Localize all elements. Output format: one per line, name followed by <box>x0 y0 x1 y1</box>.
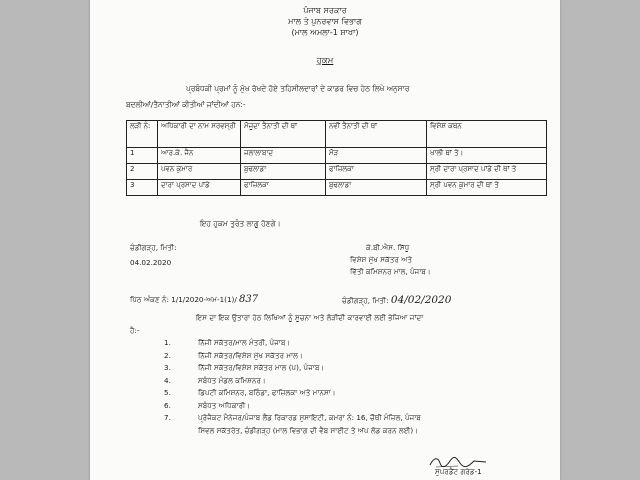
cell-officer-name: ਆਰ.ਕੇ. ਜੈਨ <box>158 148 241 164</box>
endorsement-ref-text: ਪਿੱਠ ਅੰਕਣ ਨੰ: 1/1/2020-ਅਮ-1(1)/ <box>130 295 240 304</box>
list-item-text: ਸਬੰਧਤ ਅਧਿਕਾਰੀ। <box>198 400 251 410</box>
table-header-row <box>127 121 547 148</box>
order-date: 04.02.2020 <box>130 258 172 267</box>
list-item-text: ਨਿੱਜੀ ਸਕੱਤਰ/ਵਿਸ਼ੇਸ਼ ਸਕੱਤਰ ਮਾਲ (ਪ), ਪੰਜਾਬ। <box>198 363 325 372</box>
list-item-number: 3. <box>164 363 171 372</box>
endorsement-date-label: ਚੰਡੀਗੜ੍ਹ, ਮਿਤੀ: <box>342 296 389 305</box>
cell-officer-name: ਪਵਨ ਕੁਮਾਰ <box>158 164 241 180</box>
list-item-number: 4. <box>164 375 171 385</box>
cell-serial: 2 <box>127 164 158 180</box>
list-item <box>164 412 421 425</box>
endorsement-ref-number: 837 <box>239 294 259 305</box>
signatory-designation-1: ਵਿਸ਼ੇਸ਼ ਮੁੱਖ ਸਕੱਤਰ ਅਤੇ <box>350 255 413 264</box>
list-item <box>164 387 421 400</box>
list-item <box>164 350 421 363</box>
cell-serial: 1 <box>127 148 158 164</box>
list-item <box>164 425 421 438</box>
list-item-number: 6. <box>164 400 171 410</box>
header-new-posting: ਨਵੀਂ ਤੈਨਾਤੀ ਦੀ ਥਾਂ <box>326 121 427 148</box>
intro-line-2: ਬਦਲੀਆਂ/ਤੈਨਾਤੀਆਂ ਕੀਤੀਆਂ ਜਾਂਦੀਆਂ ਹਨ:- <box>126 100 246 109</box>
table-row <box>127 148 547 164</box>
list-item-number: 1. <box>164 338 171 347</box>
document-page <box>90 0 560 480</box>
govt-heading: ਪੰਜਾਬ ਸਰਕਾਰ <box>303 6 347 15</box>
cell-current-posting: ਜਲਾਲਾਬਾਦ <box>241 148 326 164</box>
transfer-table <box>126 120 547 196</box>
cell-new-posting: ਫਾਜ਼ਿਲਕਾ <box>326 164 427 180</box>
branch-heading: (ਮਾਲ ਅਮਲਾ-1 ਸ਼ਾਖਾ) <box>291 28 359 37</box>
cell-remarks: ਸ੍ਰੀ ਪਵਨ ਕੁਮਾਰ ਦੀ ਥਾਂ ਤੇ <box>427 180 547 196</box>
cell-new-posting: ਮੌੜ <box>326 148 427 164</box>
cell-current-posting: ਫਾਜ਼ਿਲਕਾ <box>241 180 326 196</box>
cell-remarks: ਸ੍ਰੀ ਦਾਰਾ ਪ੍ਰਸਾਦ ਪਾਂਡੇ ਦੀ ਥਾਂ ਤੇ <box>427 164 547 180</box>
list-item-number: 2. <box>164 350 171 360</box>
list-item-text: ਡਿਪਟੀ ਕਮਿਸ਼ਨਰ, ਬਠਿੰਡਾ, ਫਾਜ਼ਿਲਕਾ ਅਤੇ ਮਾਨਸਾ। <box>198 388 336 397</box>
endorsement-ref <box>130 294 258 305</box>
cell-new-posting: ਬੁਢਲਾਡਾ <box>326 180 427 196</box>
signatory-footer-designation: ਸੁਪਰਡੈਂਟ ਗਰੇਡ-1 <box>435 467 482 476</box>
list-item <box>164 362 421 375</box>
list-item <box>164 337 421 350</box>
list-item-number: 7. <box>164 413 171 422</box>
header-remarks: ਵਿਸ਼ੇਸ਼ ਕਥਨ <box>427 121 547 148</box>
copy-to-list <box>164 337 421 437</box>
list-item <box>164 375 421 388</box>
list-item-text: ਨਿੱਜੀ ਸਕੱਤਰ/ਵਿਸ਼ੇਸ਼ ਮੁੱਖ ਸਕੱਤਰ ਮਾਲ। <box>198 350 303 360</box>
cell-remarks: ਖਾਲੀ ਥਾਂ ਤੇ। <box>427 148 547 164</box>
list-item <box>164 400 421 413</box>
list-item-text: ਨਿੱਜੀ ਸਕੱਤਰ/ਮਾਲ ਮੰਤਰੀ, ਪੰਜਾਬ। <box>198 338 291 347</box>
endorsement-date <box>342 294 451 306</box>
department-heading: ਮਾਲ ਤੇ ਪੁਨਰਵਾਸ ਵਿਭਾਗ <box>288 17 362 26</box>
endorsement-text-2: ਹੈ:- <box>130 326 140 335</box>
cell-current-posting: ਬੁਢਲਾਡਾ <box>241 164 326 180</box>
cell-officer-name: ਦਾਰਾ ਪ੍ਰਸਾਦ ਪਾਂਡੇ <box>158 180 241 196</box>
header-current-posting: ਮੌਜੂਦਾ ਤੈਨਾਤੀ ਦੀ ਥਾਂ <box>241 121 326 148</box>
intro-line-1: ਪ੍ਰਬੰਧਕੀ ਪ੍ਰਮਾਂ ਨੂੰ ਮੁੱਖ ਰੱਖਦੇ ਹੋਏ ਤਹਿਸੀਲਦਾਰਾਂ ਦੇ ਕਾਡਰ ਵਿਚ ਹੇਠ ਲਿਖੇ ਅਨੁਸਾਰ <box>186 84 410 93</box>
endorsement-text-1: ਇਸ ਦਾ ਇਕ ਉਤਾਰਾ ਹੇਠ ਲਿਖਿਆਂ ਨੂੰ ਸੂਚਨਾ ਅਤੇ ਲੋੜੀਂਦੀ ਕਾਰਵਾਈ ਲਈ ਭੇਜਿਆ ਜਾਂਦਾ <box>196 313 424 322</box>
list-item-text: ਸਿਵਲ ਸਕੱਤਰੇਤ, ਚੰਡੀਗੜ੍ਹ (ਮਾਲ ਵਿਭਾਗ ਦੀ ਵੈਬ ਸਾਈਟ ਤੇ ਅੱਪ ਲੋਡ ਕਰਨ ਲਈ)। <box>198 425 419 435</box>
table-row <box>127 164 547 180</box>
signatory-name: ਕੇ.ਬੀ.ਐਸ. ਸਿੱਧੂ <box>366 243 410 252</box>
immediate-effect-line: ਇਹ ਹੁਕਮ ਤੁਰੰਤ ਲਾਗੂ ਹੋਣਗੇ। <box>200 219 281 228</box>
list-item-number: 5. <box>164 388 171 397</box>
cell-serial: 3 <box>127 180 158 196</box>
list-item-text: ਸਬੰਧਤ ਮੰਡਲ ਕਮਿਸ਼ਨਰ। <box>198 375 266 385</box>
list-item-text: ਪ੍ਰੋਜੈਕਟ ਮੈਨੇਜਰ/ਪੰਜਾਬ ਲੈਂਡ ਰਿਕਾਰਡ ਸੁਸਾਇਟੀ, ਕਮਰਾ ਨੰ: 16, ਚੌਥੀ ਮੰਜ਼ਿਲ, ਪੰਜਾਬ <box>198 413 421 422</box>
order-title: ਹੁਕਮ <box>316 56 334 66</box>
place-label: ਚੰਡੀਗੜ੍ਹ, ਮਿਤੀ: <box>130 243 177 252</box>
header-serial: ਲੜੀ ਨੰ: <box>127 121 158 148</box>
header-officer-name: ਅਧਿਕਾਰੀ ਦਾ ਨਾਮ ਸਰਵਸ੍ਰੀ <box>158 121 241 148</box>
table-row <box>127 180 547 196</box>
endorsement-date-value: 04/02/2020 <box>390 294 452 306</box>
signatory-designation-2: ਵਿੱਤੀ ਕਮਿਸ਼ਨਰ ਮਾਲ, ਪੰਜਾਬ। <box>350 267 431 276</box>
